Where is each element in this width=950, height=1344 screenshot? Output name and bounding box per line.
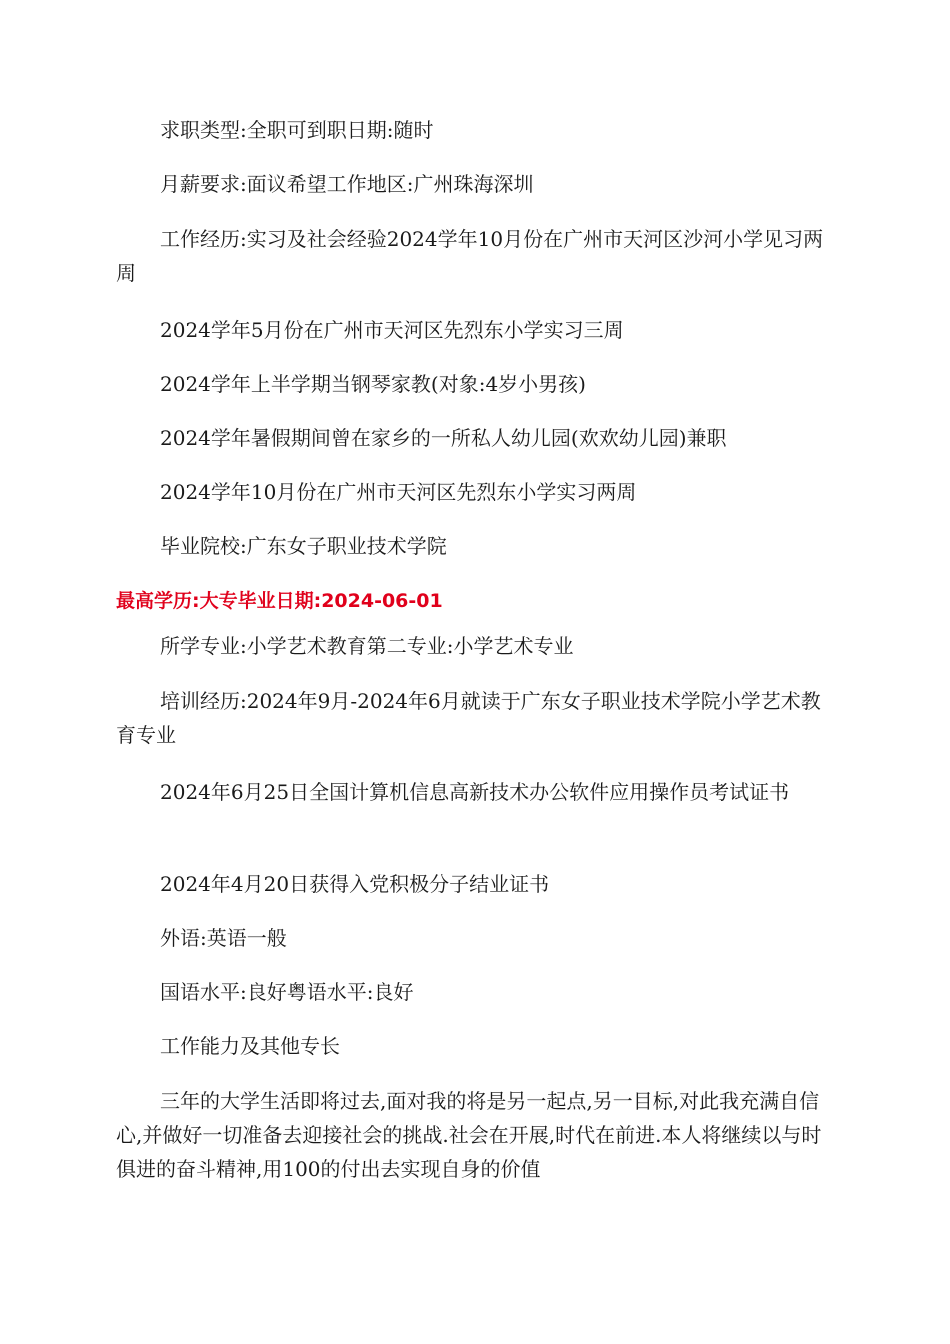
experience-item: 2024学年暑假期间曾在家乡的一所私人幼儿园(欢欢幼儿园)兼职 (160, 426, 727, 450)
job-type-line: 求职类型:全职可到职日期:随时 (160, 118, 434, 142)
experience-item: 2024学年上半学期当钢琴家教(对象:4岁小男孩) (160, 372, 586, 396)
salary-line: 月薪要求:面议希望工作地区:广州珠海深圳 (160, 172, 534, 196)
work-experience-line: 工作经历:实习及社会经验2024学年10月份在广州市天河区沙河小学见习两周 (116, 227, 824, 285)
experience-item: 2024学年10月份在广州市天河区先烈东小学实习两周 (160, 480, 637, 504)
self-evaluation-paragraph: 三年的大学生活即将过去,面对我的将是另一起点,另一目标,对此我充满自信心,并做好一切准备去迎接社会的挑战.社会在开展,时代在前进.本人将继续以与时俱进的奋斗精神,用100的付出去实现自身的价值 (116, 1089, 822, 1181)
major-line: 所学专业:小学艺术教育第二专业:小学艺术专业 (160, 634, 574, 658)
dialect-line: 国语水平:良好粤语水平:良好 (160, 980, 414, 1004)
certificate-line: 2024年6月25日全国计算机信息高新技术办公软件应用操作员考试证书 (160, 780, 790, 804)
skills-heading: 工作能力及其他专长 (160, 1034, 340, 1058)
language-line: 外语:英语一般 (160, 926, 287, 950)
certificate-line: 2024年4月20日获得入党积极分子结业证书 (160, 872, 550, 896)
training-line: 培训经历:2024年9月-2024年6月就读于广东女子职业技术学院小学艺术教育专业 (116, 689, 821, 747)
school-line: 毕业院校:广东女子职业技术学院 (160, 534, 447, 558)
education-heading: 最高学历:大专毕业日期:2024-06-01 (116, 590, 443, 612)
experience-item: 2024学年5月份在广州市天河区先烈东小学实习三周 (160, 318, 624, 342)
